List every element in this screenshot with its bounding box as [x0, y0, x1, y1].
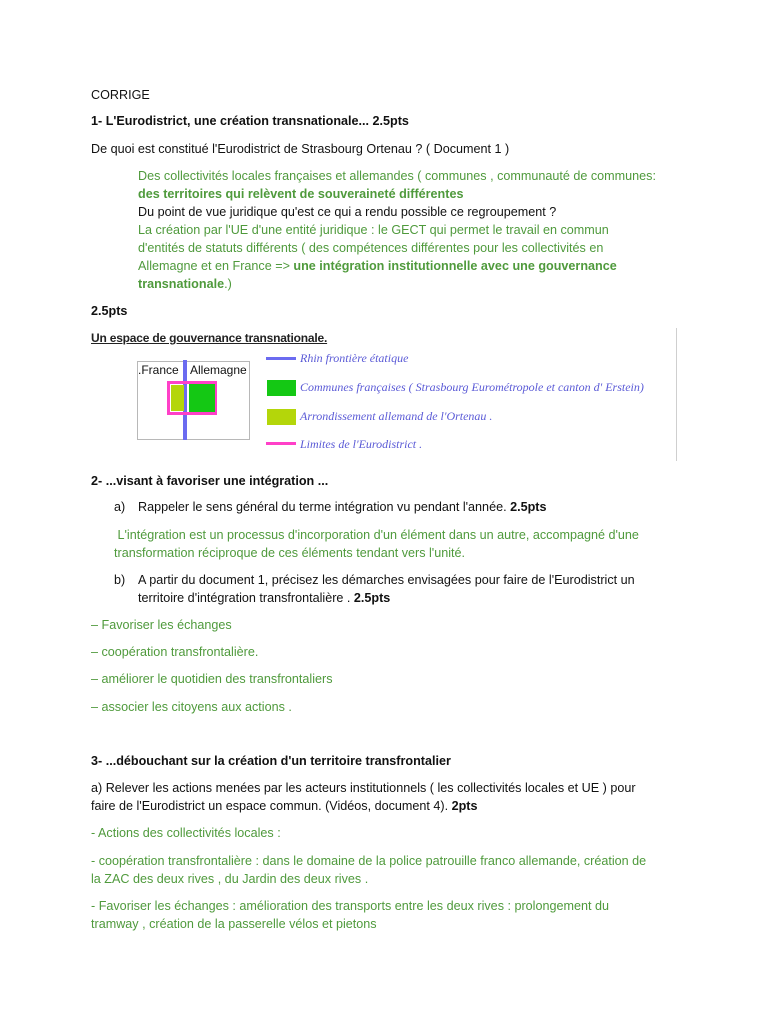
- q1-answer2-line4a: transnationale: [138, 277, 225, 291]
- map-label-allemagne: Allemagne: [190, 363, 247, 377]
- ortenau-area: [171, 385, 184, 411]
- q2-a-answer-line2: transformation réciproque de ces éléments tendant vers l'unité.: [114, 546, 466, 560]
- diagram-map: [137, 361, 250, 440]
- legend-text-ortenau: Arrondissement allemand de l'Ortenau .: [300, 409, 493, 423]
- q2-a-text: Rappeler le sens général du terme intégration vu pendant l'année.: [138, 500, 507, 514]
- q1-answer2-line3: [138, 257, 617, 275]
- q2-b-points: 2.5pts: [353, 591, 391, 605]
- legend-text-limites: Limites de l'Eurodistrict .: [300, 437, 423, 451]
- legend-text-communes: Communes françaises ( Strasbourg Eurométropole et canton d' Erstein): [300, 380, 644, 394]
- q1-answer2-line3b: une intégration institutionnelle avec une gouvernance: [293, 259, 617, 273]
- q1-answer2-line2: d'entités de statuts différents ( des compétences différentes pour les collectivités en: [138, 241, 604, 255]
- legend-swatch-rhin: [266, 357, 296, 360]
- q3-answer1-line1: - coopération transfrontalière : dans le domaine de la police patrouille franco allemande, création de: [91, 854, 647, 868]
- legend-swatch-limites: [266, 442, 296, 445]
- q2-a-marker: a): [114, 500, 126, 514]
- q2-item-3: – améliorer le quotidien des transfrontaliers: [91, 672, 333, 686]
- q2-b-marker: b): [114, 573, 126, 587]
- q2-b-text-line2: territoire d'intégration transfrontalière .: [138, 591, 351, 605]
- q2-b-text-line1: A partir du document 1, précisez les démarches envisagées pour faire de l'Eurodistrict un: [138, 573, 635, 587]
- communes-area: [189, 384, 215, 412]
- q1-points2: 2.5pts: [91, 304, 128, 318]
- q2-a-question: [138, 498, 546, 516]
- q2-b-question-line2: [138, 589, 390, 607]
- q1-question: De quoi est constitué l'Eurodistrict de Strasbourg Ortenau ? ( Document 1 ): [91, 142, 510, 156]
- q3-a-line2: faire de l'Eurodistrict un espace commun. (Vidéos, document 4).: [91, 799, 449, 813]
- q2-item-1: – Favoriser les échanges: [91, 618, 232, 632]
- diagram-divider: [676, 328, 677, 461]
- q3-a-points: 2pts: [451, 799, 478, 813]
- q1-answer2-line4: [138, 275, 232, 293]
- q3-answer1-line2: la ZAC des deux rives , du Jardin des deux rives .: [91, 872, 369, 886]
- q2-a-answer-line1: L'intégration est un processus d'incorporation d'un élément dans un autre, accompagné d'une: [114, 528, 639, 542]
- map-label-france: .France: [138, 363, 179, 377]
- q3-answer2-line1: - Favoriser les échanges : amélioration des transports entre les deux rives : prolongement du: [91, 899, 610, 913]
- diagram-title: Un espace de gouvernance transnationale.: [91, 331, 328, 345]
- document-title: CORRIGE: [91, 88, 150, 102]
- legend-text-rhin: Rhin frontière étatique: [300, 351, 409, 365]
- q1-title: 1- L'Eurodistrict, une création transnationale...: [91, 114, 370, 128]
- q2-title: 2- ...visant à favoriser une intégration ...: [91, 474, 329, 488]
- q1-answer2-line4b: .): [224, 277, 232, 291]
- q1-subquestion: Du point de vue juridique qu'est ce qui a rendu possible ce regroupement ?: [138, 205, 557, 219]
- legend-swatch-ortenau: [267, 409, 296, 425]
- q2-a-points: 2.5pts: [510, 500, 547, 514]
- q1-points: 2.5pts: [372, 114, 409, 128]
- q3-a-line1: a) Relever les actions menées par les acteurs institutionnels ( les collectivités locales et UE ) pour: [91, 781, 636, 795]
- q3-answer-heading: - Actions des collectivités locales :: [91, 826, 281, 840]
- legend-swatch-communes: [267, 380, 296, 396]
- q1-answer2-line3a: Allemagne et en France =>: [138, 259, 294, 273]
- q3-title: 3- ...débouchant sur la création d'un territoire transfrontalier: [91, 754, 451, 768]
- q3-answer2-line2: tramway , création de la passerelle vélos et pietons: [91, 917, 377, 931]
- q1-answer1-line2: des territoires qui relèvent de souveraineté différentes: [138, 187, 464, 201]
- q3-a-line2-wrap: [91, 797, 477, 815]
- q1-answer2-line1: La création par l'UE d'une entité juridique : le GECT qui permet le travail en commun: [138, 223, 609, 237]
- q2-item-4: – associer les citoyens aux actions .: [91, 700, 292, 714]
- q1-heading: [91, 112, 409, 130]
- q2-item-2: – coopération transfrontalière.: [91, 645, 259, 659]
- q1-answer1-line1: Des collectivités locales françaises et allemandes ( communes , communauté de communes:: [138, 169, 656, 183]
